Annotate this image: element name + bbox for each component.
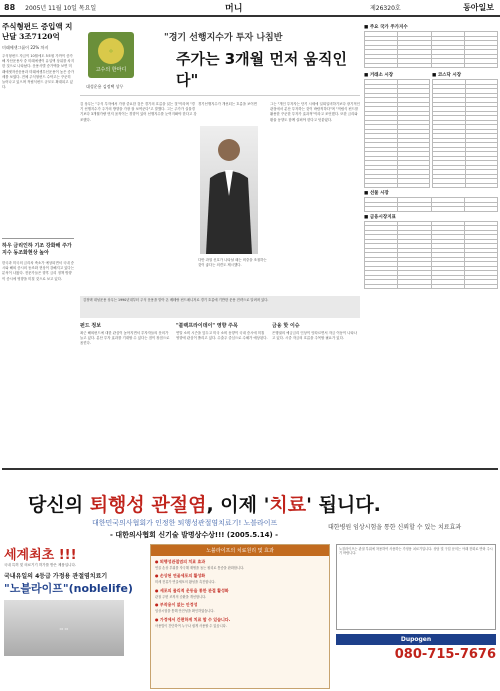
black-friday-article (176, 322, 268, 462)
left-column (2, 22, 74, 462)
feature-banner (80, 26, 360, 96)
secondary-articles (80, 322, 364, 462)
fund-info-body: 최근 해외펀드에 대한 관심이 높아지면서 투자자들의 문의가 늘고 있다. 분산 투자 효과를 기대할 수 있다는 점이 장점으로 꼽힌다. (80, 331, 170, 346)
finance-issue-article (272, 322, 360, 462)
ad-point-1: ● 퇴행성관절염의 치료 효과 (155, 559, 206, 564)
page-number: 88 (4, 3, 16, 12)
market-data-column (364, 22, 498, 462)
ad-award-line: - 대한의사협회 신기술 발명상수상!!! (2005.5.14) - (110, 531, 279, 539)
magnifier-icon: ◎ (98, 38, 124, 64)
ad-headline-part: 당신의 (28, 494, 90, 516)
issue-date: 2005년 11월 10일 목요일 (25, 5, 97, 12)
feature-body-d: 다만 과열 신호가 나타날 때는 비중을 조절하는 것이 좋다는 의견도 제시했다. (198, 258, 267, 268)
ad-info-box: 노블라이프는 관절 부위에 착용하여 사용하는 가정용 치료기입니다. 상담 및 구입 문의는 아래 전화로 연락 주시기 바랍니다. (336, 544, 496, 630)
ad-point-1-text: 연골 손상 부위를 자극해 재생을 돕는 원리로 통증을 완화합니다. (155, 566, 245, 570)
finance-issue-title: 금융 핫 이슈 (272, 323, 300, 329)
interviewee-caption: 대성운용 김정택 상무 (86, 84, 124, 89)
left-body-2: 한국과 미국의 금리차 축소가 예상되면서 국내 증시와 해외 증시의 동조화 현상이 강해지고 있다는 분석이 나왔다. 전문가들은 향후 금리 정책 방향이 증시에 영향을 미칠 것으로 보고 있다. (2, 261, 74, 281)
world-indices-table (364, 31, 498, 68)
column-logo (88, 32, 134, 78)
ad-brand-name: "노블라이프"(noblelife) (4, 582, 133, 595)
fund-info-title: 펀드 정보 (80, 323, 102, 329)
kosdaq-table (432, 79, 498, 188)
ad-point-2-text: 미세 전류가 연골세포의 활성을 촉진합니다. (155, 580, 216, 585)
ad-company-logo: Dupogen (336, 634, 496, 645)
ad-point-4-text: 임상시험을 통해 안전성을 확인하였습니다. (155, 609, 215, 614)
feature-article (80, 22, 360, 342)
ad-world-first: 세계최초 !!! (4, 548, 77, 563)
divider (2, 238, 74, 239)
ad-subtitle: 대한민국의사협회가 인정한 퇴행성관절염치료기! 노블라이프 (92, 519, 278, 527)
left-headline: 주식형펀드 증입액 지난달 3조7120억 (2, 22, 73, 41)
ad-cta: 국내유일의 4등급 가정용 관절염치료기 (4, 573, 108, 580)
ad-point-3: ● 세포의 물리적 운동을 통한 관절 활성화 (155, 587, 229, 593)
ad-first-text: 국내 특허 및 의료기기 허가를 받은 제품입니다. (4, 563, 77, 567)
table-title-kosdaq: ■ 코스닥 시장 (432, 73, 462, 78)
ad-right-panel (336, 544, 496, 689)
black-friday-body: 연말 소비 시즌을 앞두고 미국 소비 동향이 국내 증시에 미칠 영향에 관심이 쏠리고 있다. 수출주 중심으로 수혜가 예상된다. (176, 331, 268, 341)
table-title-world-indices: ■ 주요 국가 주가지수 (364, 25, 408, 30)
column-label: 고수의 한마디 (95, 66, 127, 73)
ad-treatment-title: 노블라이프의 치료원리 및 효과 (151, 545, 329, 556)
left-subline: 미래에셋그룹이 22% 차지 (2, 45, 49, 50)
quote-line-2: 주가는 3개월 먼저 움직인다" (176, 50, 348, 89)
ad-left-panel (4, 544, 144, 689)
feature-body-b: 경기선행지수가 개선되는 흐름을 보이면 (198, 102, 257, 106)
feature-body-c: 그는 "개인 투자자는 단기 시세에 일희일비하기보다 장기적인 관점에서 분산 투자하는 것이 바람직하다"며 "적립식 펀드를 활용한 꾸준한 투자가 효과적"이라고 조언했다. 또한 금리와 환율 동향도 함께 살펴야 한다고 덧붙였다. (270, 102, 360, 122)
ad-headline-part: , 이제 ' (206, 494, 270, 516)
finance-issue-body: 은행권의 예금금리 인상이 잇따르면서 자금 이동이 나타나고 있다. 시중 자금의 흐름을 주목할 필요가 있다. (272, 331, 358, 341)
black-friday-title: "블랙프라이데이" 영향 주목 (176, 323, 238, 329)
left-subhead: 하우 금리인하 기조 강화해 주가지수 동조화현상 높아 (2, 243, 72, 256)
table-title-financial-indicators: ■ 금융시장지표 (364, 214, 396, 220)
kospi-table (364, 79, 430, 188)
ad-headline-highlight: 치료 (269, 494, 307, 516)
ad-headline (28, 490, 381, 517)
interviewee-photo (200, 126, 258, 254)
ad-headline-highlight: 퇴행성 관절염 (89, 494, 207, 516)
product-image: ▭ ▭ (4, 600, 124, 656)
ad-point-4: ● 부작용이 없는 안정성 (155, 602, 198, 608)
feature-body-a: 김 상무는 "주식 투자에서 가장 중요한 것은 경기의 흐름을 읽는 것"이라며 "경기 선행지수가 주가의 방향을 가장 잘 보여준다"고 말했다. 그는 주가가 실물경기보다 3개월가량 먼저 움직이는 경향이 있어 선행지수를 눈여겨봐야 한다고 강조했다. (80, 102, 197, 122)
section-title: 머니 (225, 4, 243, 14)
quote-line-1: "경기 선행지수가 투자 나침반 (164, 33, 283, 43)
left-body: 주식형펀드 자금이 10월에도 5조원 가까이 증가해 자산운용사 중 미래에셋이 유입액 상위를 차지한 것으로 나타났다. 운용사별 증가액을 보면 미래에셋자산운용과 미래에셋투신운용이 높은 증가세를 보였다. 전체 주식형펀드 수탁고는 꾸준히 늘어나고 있으며 적립식펀드 규모도 확대되고 있다. (2, 54, 74, 90)
ad-phone-number: 080-715-7676 (394, 647, 496, 662)
table-title-kospi: ■ 거래소 시장 (364, 73, 394, 78)
newspaper-logo: 동아일보 (463, 2, 494, 12)
futures-table (364, 197, 498, 212)
financial-indicators-table (364, 221, 498, 290)
table-title-futures: ■ 선물 시장 (364, 191, 389, 196)
ad-clinical-note: 대한병원 임상시험을 통한 신뢰할 수 있는 치료효과 (328, 524, 462, 531)
page-header (0, 0, 500, 17)
ad-headline-part: ' 됩니다. (306, 494, 381, 516)
ad-point-2: ● 손상된 연골세포의 활성화 (155, 573, 206, 579)
ad-point-5-text: 사용법이 간단하여 누구나 쉽게 사용할 수 있습니다. (155, 623, 227, 628)
interviewee-profile: 김정택 대성운용 상무는 1990년대부터 주식 운용을 맡아 온 베테랑 펀드매니저로 경기 흐름에 기반한 운용 전략으로 알려져 있다. (80, 296, 360, 318)
fund-info-article (80, 322, 172, 462)
edition-number: 제26320호 (370, 5, 401, 12)
ad-treatment-box (150, 544, 330, 689)
ad-point-3-text: 관절 주변 조직의 순환을 개선합니다. (155, 594, 207, 599)
advertisement (2, 468, 498, 688)
ad-point-5: ● 가정에서 간편하게 치료 할 수 있습니다. (155, 616, 231, 622)
